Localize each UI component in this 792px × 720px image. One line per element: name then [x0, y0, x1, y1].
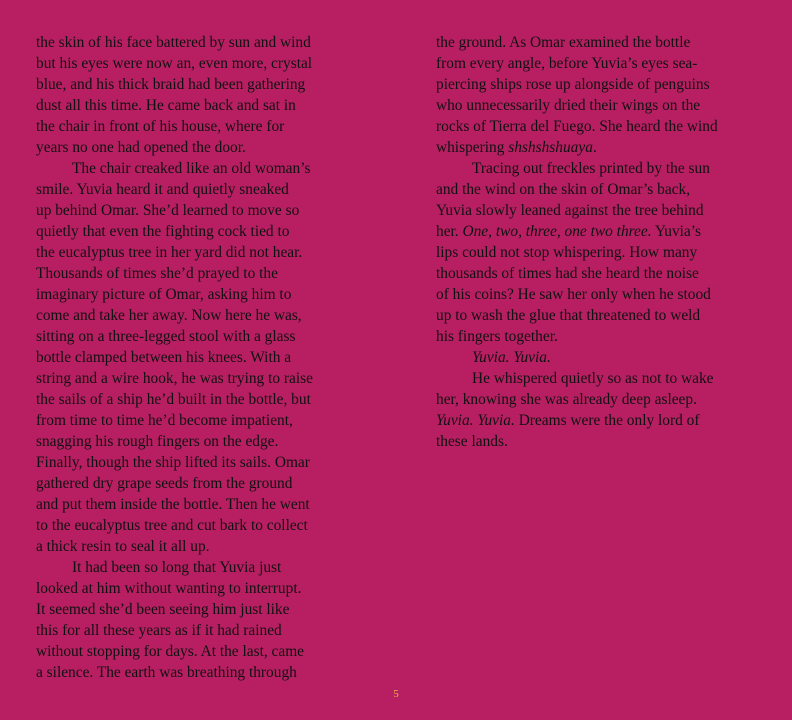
text-line [36, 179, 376, 200]
text-line [36, 368, 376, 389]
text-segment: and the wind on the skin of Omar’s back, [436, 181, 691, 198]
text-segment: Yuvia’s [651, 223, 702, 240]
text-line [36, 515, 376, 536]
text-line [36, 158, 376, 179]
text-segment: a silence. The earth was breathing through [36, 664, 297, 681]
text-line [36, 284, 376, 305]
text-segment: this for all these years as if it had rained [36, 622, 282, 639]
text-line [36, 620, 376, 641]
text-segment: to the eucalyptus tree and cut bark to collect [36, 517, 308, 534]
text-segment: Finally, though the ship lifted its sails. Omar [36, 454, 310, 471]
text-line [36, 305, 376, 326]
right-text-column [436, 32, 776, 452]
text-segment: dust all this time. He came back and sat in [36, 97, 296, 114]
text-line [36, 536, 376, 557]
text-line [436, 263, 776, 284]
text-line [36, 116, 376, 137]
text-line [36, 578, 376, 599]
text-segment: come and take her away. Now here he was, [36, 307, 302, 324]
text-line [36, 32, 376, 53]
text-segment: looked at him without wanting to interrupt. [36, 580, 302, 597]
text-segment: thousands of times had she heard the noise [436, 265, 699, 282]
text-segment: up behind Omar. She’d learned to move so [36, 202, 300, 219]
text-segment: up to wash the glue that threatened to weld [436, 307, 701, 324]
text-line [36, 326, 376, 347]
text-segment: Yuvia slowly leaned against the tree behind [436, 202, 704, 219]
text-line [36, 95, 376, 116]
page-number: 5 [393, 688, 399, 700]
text-segment: lips could not stop whispering. How many [436, 244, 698, 261]
text-line [36, 473, 376, 494]
text-segment: years no one had opened the door. [36, 139, 246, 156]
text-segment: Dreams were the only lord of [514, 412, 700, 429]
text-segment: Tracing out freckles printed by the sun [472, 160, 710, 177]
text-line [36, 599, 376, 620]
text-segment: blue, and his thick braid had been gathering [36, 76, 306, 93]
text-segment: of his coins? He saw her only when he stood [436, 286, 711, 303]
text-line [36, 53, 376, 74]
text-line [36, 452, 376, 473]
text-line [436, 410, 776, 431]
text-segment: without stopping for days. At the last, came [36, 643, 305, 660]
text-line [36, 494, 376, 515]
text-segment: her, knowing she was already deep asleep. [436, 391, 697, 408]
text-line [36, 347, 376, 368]
text-line [436, 116, 776, 137]
text-line [436, 305, 776, 326]
text-line [436, 368, 776, 389]
text-line [36, 389, 376, 410]
text-segment: bottle clamped between his knees. With a [36, 349, 292, 366]
text-segment: from every angle, before Yuvia’s eyes sea- [436, 55, 698, 72]
text-line [36, 662, 376, 683]
text-line [436, 284, 776, 305]
text-segment: but his eyes were now an, even more, crystal [36, 55, 313, 72]
text-line [436, 158, 776, 179]
text-segment: . [592, 139, 597, 156]
text-segment: the chair in front of his house, where for [36, 118, 285, 135]
text-line [36, 557, 376, 578]
text-line [436, 431, 776, 452]
text-line [436, 389, 776, 410]
text-segment: He whispered quietly so as not to wake [472, 370, 714, 387]
text-segment: and put them inside the bottle. Then he went [36, 496, 310, 513]
text-segment: a thick resin to seal it all up. [36, 538, 210, 555]
text-segment: whispering [436, 139, 509, 156]
text-segment: It had been so long that Yuvia just [72, 559, 282, 576]
text-line [436, 221, 776, 242]
text-line [436, 137, 776, 158]
italic-text-segment: Yuvia. Yuvia. [472, 349, 551, 366]
text-segment: sitting on a three-legged stool with a glass [36, 328, 296, 345]
text-line [436, 95, 776, 116]
text-segment: imaginary picture of Omar, asking him to [36, 286, 292, 303]
italic-text-segment: shshshshuaya [508, 139, 593, 156]
text-segment: the ground. As Omar examined the bottle [436, 34, 691, 51]
text-segment: quietly that even the fighting cock tied to [36, 223, 290, 240]
text-line [36, 263, 376, 284]
text-line [436, 200, 776, 221]
text-segment: piercing ships rose up alongside of penguins [436, 76, 710, 93]
text-segment: rocks of Tierra del Fuego. She heard the wind [436, 118, 718, 135]
text-segment: the eucalyptus tree in her yard did not hear. [36, 244, 303, 261]
text-segment: the skin of his face battered by sun and wind [36, 34, 311, 51]
italic-text-segment: One, two, three, one two three. [462, 223, 652, 240]
text-line [436, 53, 776, 74]
left-text-column [36, 32, 376, 683]
text-line [436, 179, 776, 200]
text-segment: his fingers together. [436, 328, 558, 345]
text-line [436, 74, 776, 95]
text-line [36, 431, 376, 452]
text-segment: snagging his rough fingers on the edge. [36, 433, 279, 450]
text-line [36, 200, 376, 221]
text-segment: her. [436, 223, 463, 240]
text-line [36, 137, 376, 158]
text-line [36, 74, 376, 95]
text-segment: The chair creaked like an old woman’s [72, 160, 311, 177]
text-segment: Thousands of times she’d prayed to the [36, 265, 278, 282]
text-segment: the sails of a ship he’d built in the bottle, but [36, 391, 311, 408]
text-line [436, 32, 776, 53]
text-segment: these lands. [436, 433, 508, 450]
text-segment: string and a wire hook, he was trying to raise [36, 370, 313, 387]
italic-text-segment: Yuvia. Yuvia. [436, 412, 515, 429]
text-line [36, 410, 376, 431]
text-segment: It seemed she’d been seeing him just like [36, 601, 290, 618]
text-segment: from time to time he’d become impatient, [36, 412, 293, 429]
text-segment: smile. Yuvia heard it and quietly sneaked [36, 181, 289, 198]
text-line [36, 242, 376, 263]
text-line [36, 221, 376, 242]
text-line [436, 326, 776, 347]
text-segment: who unnecessarily dried their wings on the [436, 97, 701, 114]
text-line [436, 347, 776, 368]
text-segment: gathered dry grape seeds from the ground [36, 475, 293, 492]
text-line [36, 641, 376, 662]
text-line [436, 242, 776, 263]
